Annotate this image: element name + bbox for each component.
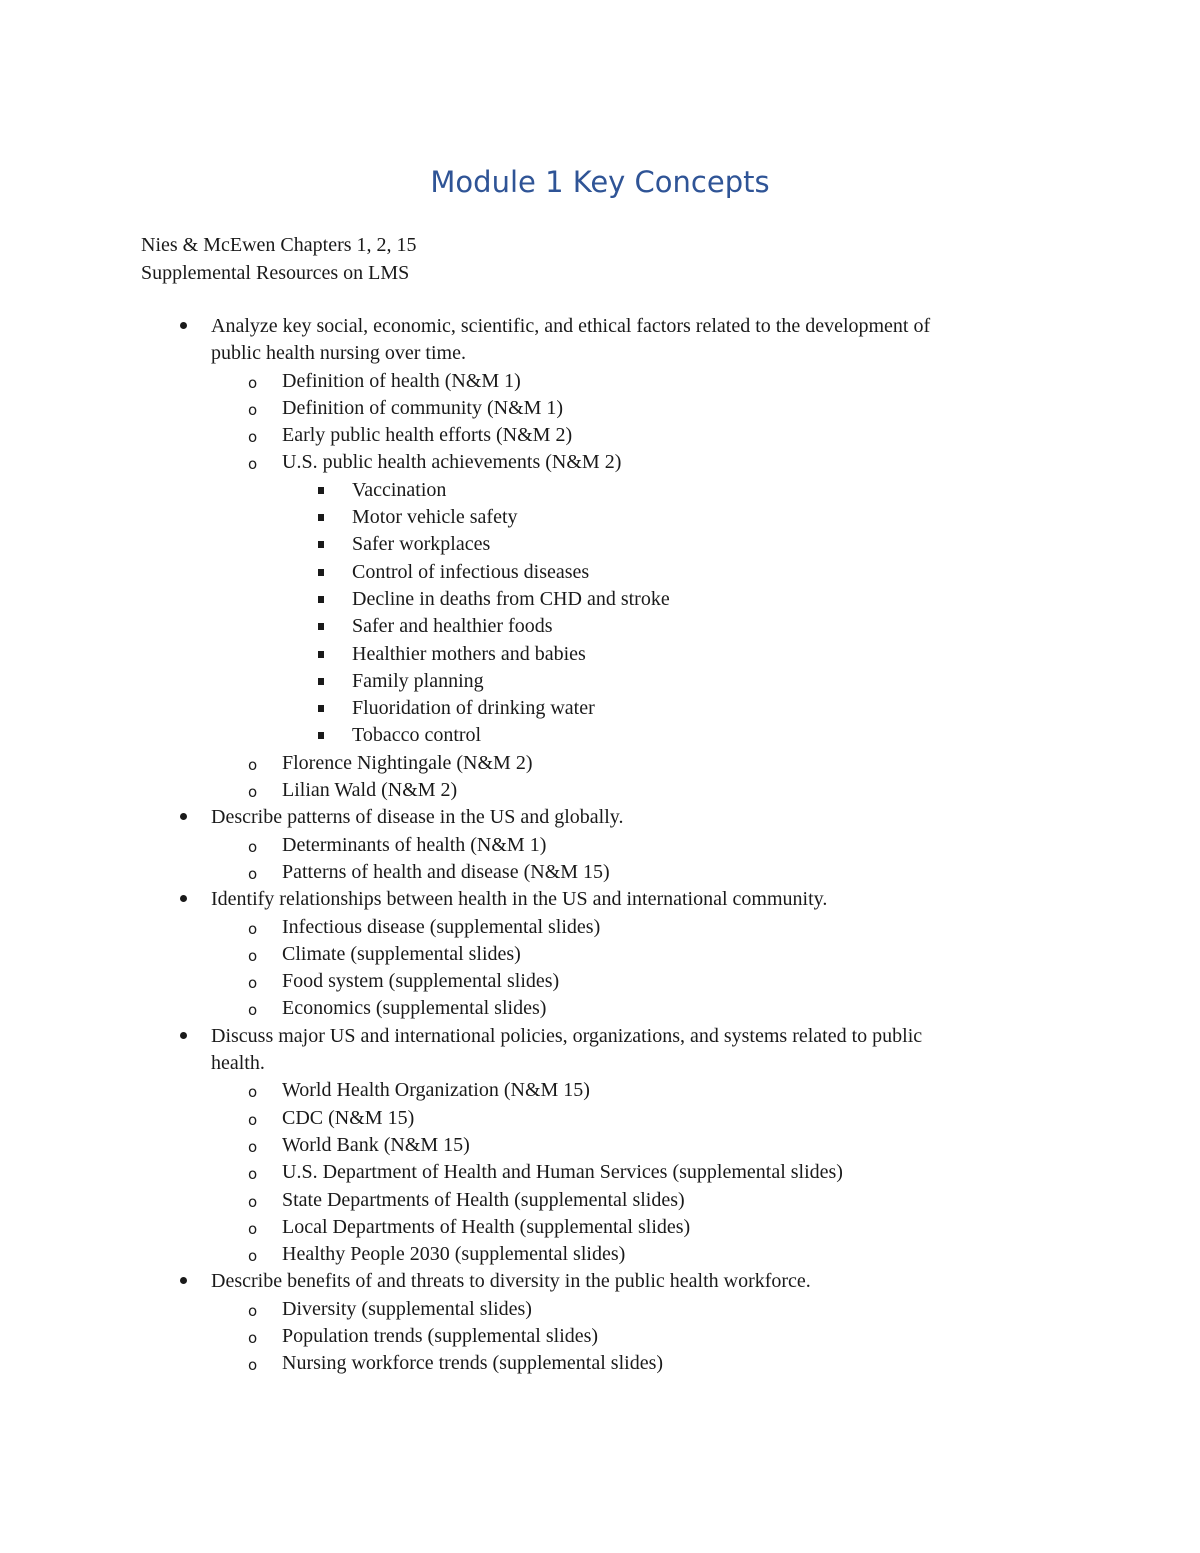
bullet-disc-icon [173, 1023, 193, 1050]
bullet-circle-icon: o [248, 1001, 258, 1020]
subtopic-item [141, 641, 1081, 668]
bullet-circle-icon: o [248, 1219, 258, 1238]
bullet-circle-icon: o [248, 1356, 258, 1375]
topic-text: Definition of health (N&M 1) [282, 369, 521, 392]
bullet-square-icon [318, 569, 324, 576]
bullet-square-icon [318, 596, 324, 603]
bullet-circle-icon: o [248, 974, 258, 993]
topic-text: Definition of community (N&M 1) [282, 396, 564, 419]
subtopic-text: Safer and healthier foods [352, 615, 553, 638]
bullet-circle-icon: o [248, 864, 258, 883]
subtopic-item [141, 504, 1081, 531]
subtopic-item [141, 586, 1081, 613]
objective-item [141, 886, 1081, 1022]
topic-item [141, 832, 1081, 859]
bullet-square-icon [318, 514, 324, 521]
bullet-circle-icon: o [248, 1110, 258, 1129]
bullet-circle-icon: o [248, 400, 258, 419]
bullet-circle-icon: o [248, 428, 258, 447]
subtopic-list [141, 477, 1081, 750]
bullet-disc-icon [173, 313, 193, 340]
bullet-circle-icon: o [248, 1301, 258, 1320]
topic-item [141, 1214, 1081, 1241]
topic-text: Local Departments of Health (supplemental slides) [282, 1215, 691, 1238]
bullet-circle-icon: o [248, 919, 258, 938]
subtopic-item [141, 668, 1081, 695]
page-title: Module 1 Key Concepts [430, 165, 770, 199]
topic-list [141, 832, 1081, 887]
subtopic-text: Decline in deaths from CHD and stroke [352, 587, 670, 610]
objective-text: health. [211, 1052, 265, 1075]
subtopic-text: Fluoridation of drinking water [352, 697, 595, 720]
bullet-square-icon [318, 487, 324, 494]
topic-item [141, 1350, 1081, 1377]
bullet-circle-icon: o [248, 783, 258, 802]
topic-text: World Health Organization (N&M 15) [282, 1079, 590, 1102]
topic-text: Early public health efforts (N&M 2) [282, 424, 573, 447]
topic-item [141, 750, 1081, 777]
subtopic-text: Control of infectious diseases [352, 560, 590, 583]
reference-textbook: Nies & McEwen Chapters 1, 2, 15 [141, 234, 417, 256]
bullet-circle-icon: o [248, 946, 258, 965]
topic-item [141, 1323, 1081, 1350]
bullet-circle-icon: o [248, 1083, 258, 1102]
objective-text: Identify relationships between health in the US and international community. [211, 888, 828, 911]
objective-text: Describe patterns of disease in the US and globally. [211, 806, 624, 829]
topic-text: U.S. Department of Health and Human Services (supplemental slides) [282, 1161, 843, 1184]
objective-item [141, 804, 1081, 886]
topic-text: U.S. public health achievements (N&M 2) [282, 451, 622, 474]
bullet-disc-icon [173, 804, 193, 831]
bullet-square-icon [318, 678, 324, 685]
bullet-disc-icon [173, 1268, 193, 1295]
subtopic-item [141, 695, 1081, 722]
bullet-circle-icon: o [248, 1137, 258, 1156]
topic-item [141, 1296, 1081, 1323]
topic-text: Diversity (supplemental slides) [282, 1297, 532, 1320]
bullet-circle-icon: o [248, 1192, 258, 1211]
subtopic-item [141, 559, 1081, 586]
topic-text: State Departments of Health (supplemental slides) [282, 1188, 685, 1211]
objective-text: Discuss major US and international policies, organizations, and systems related to public [211, 1024, 923, 1047]
objective-item [141, 1268, 1081, 1377]
topic-item [141, 1132, 1081, 1159]
topic-text: Infectious disease (supplemental slides) [282, 915, 601, 938]
subtopic-item [141, 531, 1081, 558]
bullet-circle-icon: o [248, 373, 258, 392]
bullet-circle-icon: o [248, 837, 258, 856]
bullet-circle-icon: o [248, 755, 258, 774]
objective-text: public health nursing over time. [211, 342, 466, 365]
bullet-square-icon [318, 541, 324, 548]
topic-text: Climate (supplemental slides) [282, 942, 521, 965]
topic-item [141, 1077, 1081, 1104]
topic-item [141, 422, 1081, 449]
topic-item [141, 859, 1081, 886]
topic-item [141, 395, 1081, 422]
topic-text: Food system (supplemental slides) [282, 970, 560, 993]
subtopic-text: Tobacco control [352, 724, 482, 747]
topic-list [141, 368, 1081, 805]
subtopic-text: Safer workplaces [352, 533, 491, 556]
reference-supplemental: Supplemental Resources on LMS [141, 262, 410, 284]
bullet-square-icon [318, 651, 324, 658]
objective-text: Analyze key social, economic, scientific, and ethical factors related to the development of [211, 315, 931, 337]
bullet-square-icon [318, 623, 324, 630]
topic-item [141, 1159, 1081, 1186]
topic-text: Lilian Wald (N&M 2) [282, 779, 458, 802]
topic-item [141, 914, 1081, 941]
objective-item [141, 313, 1081, 804]
topic-item [141, 968, 1081, 995]
references [141, 231, 417, 287]
topic-list [141, 914, 1081, 1023]
topic-text: Nursing workforce trends (supplemental slides) [282, 1352, 664, 1375]
topic-item [141, 941, 1081, 968]
topic-item [141, 368, 1081, 395]
topic-text: Population trends (supplemental slides) [282, 1324, 599, 1347]
subtopic-text: Healthier mothers and babies [352, 642, 586, 665]
bullet-circle-icon: o [248, 1247, 258, 1266]
topic-text: Economics (supplemental slides) [282, 997, 547, 1020]
topic-item [141, 449, 1081, 749]
objective-item [141, 1023, 1081, 1269]
topic-item [141, 995, 1081, 1022]
bullet-square-icon [318, 705, 324, 712]
bullet-square-icon [318, 732, 324, 739]
topic-list [141, 1296, 1081, 1378]
topic-text: CDC (N&M 15) [282, 1106, 415, 1129]
topic-item [141, 1105, 1081, 1132]
topic-item [141, 777, 1081, 804]
bullet-circle-icon: o [248, 455, 258, 474]
topic-text: World Bank (N&M 15) [282, 1133, 470, 1156]
topic-item [141, 1241, 1081, 1268]
bullet-disc-icon [173, 886, 193, 913]
topic-item [141, 1187, 1081, 1214]
subtopic-text: Motor vehicle safety [352, 506, 518, 529]
objective-text: Describe benefits of and threats to diversity in the public health workforce. [211, 1270, 811, 1293]
subtopic-text: Family planning [352, 669, 484, 692]
bullet-circle-icon: o [248, 1165, 258, 1184]
subtopic-item [141, 613, 1081, 640]
objectives-list [141, 313, 1081, 1378]
subtopic-text: Vaccination [352, 478, 447, 501]
subtopic-item [141, 722, 1081, 749]
topic-list [141, 1077, 1081, 1268]
bullet-circle-icon: o [248, 1328, 258, 1347]
subtopic-item [141, 477, 1081, 504]
topic-text: Healthy People 2030 (supplemental slides) [282, 1243, 626, 1266]
topic-text: Determinants of health (N&M 1) [282, 833, 547, 856]
topic-text: Florence Nightingale (N&M 2) [282, 751, 533, 774]
topic-text: Patterns of health and disease (N&M 15) [282, 860, 610, 883]
